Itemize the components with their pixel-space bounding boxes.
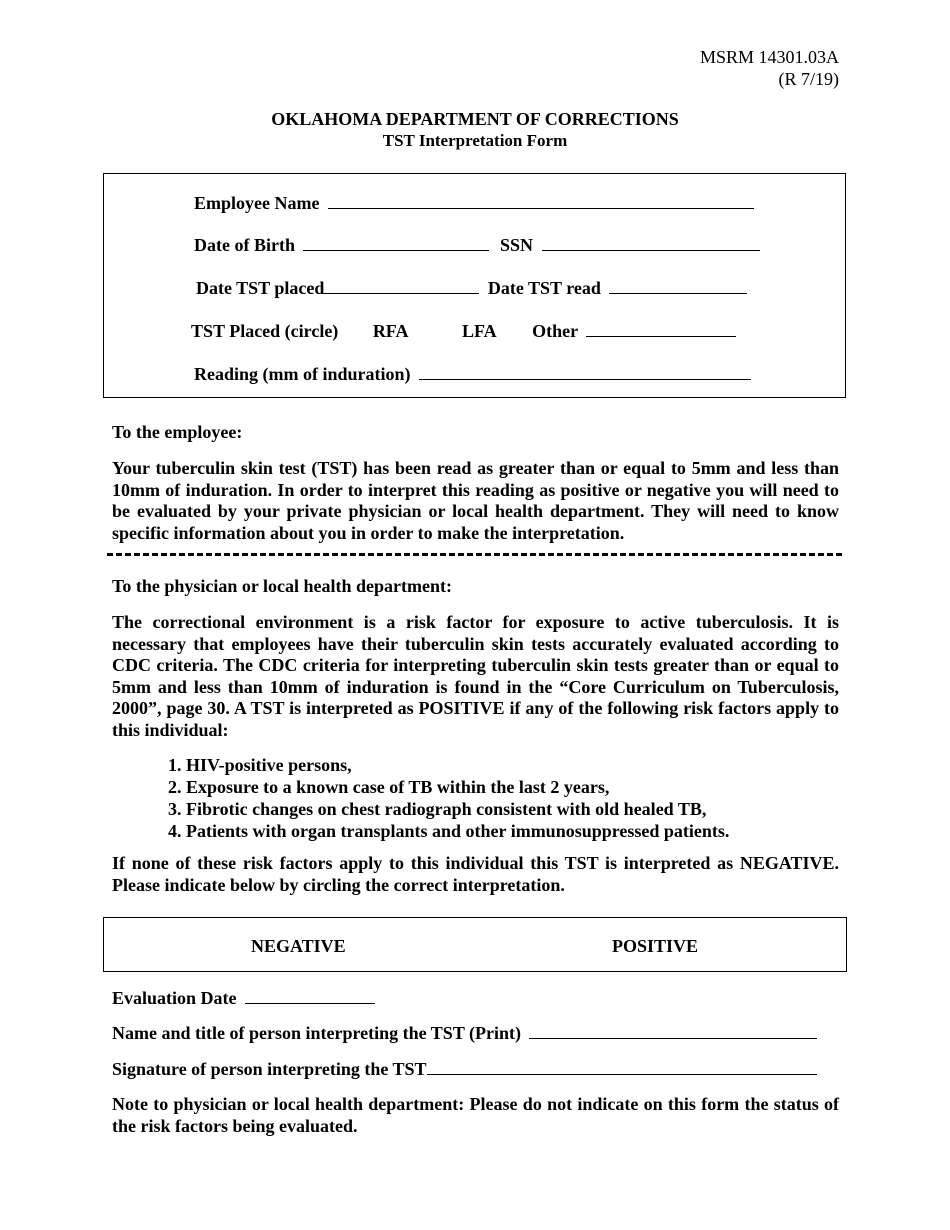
form-number: MSRM 14301.03A — [699, 47, 839, 67]
form-revision: (R 7/19) — [778, 69, 839, 89]
name-title-label: Name and title of person interpreting the TST (Print) — [112, 1023, 521, 1043]
ssn-label: SSN — [499, 235, 534, 255]
employee-heading: To the employee: — [112, 422, 243, 442]
tst-site-row — [191, 320, 736, 342]
physician-body: The correctional environment is a risk factor for exposure to active tuberculosis. It is necessary that employees have their tuberculin skin tests accurately evaluated according to CDC criteria. The CDC criteria for interpreting tuberculin skin tests greater than or equal to 5mm and less than 10mm of induration is found in the “Core Curriculum on Tuberculosis, 2000”, page 30. A TST is interpreted as POSITIVE if any of the following risk factors apply to this individual: — [112, 612, 839, 740]
physician-heading: To the physician or local health department: — [112, 576, 453, 596]
date-read-field[interactable] — [609, 277, 747, 294]
dob-ssn-row — [194, 234, 760, 256]
ssn-field[interactable] — [542, 234, 760, 251]
list-item: 2. Exposure to a known case of TB within the last 2 years, — [168, 777, 610, 797]
employee-name-row — [194, 192, 754, 214]
reading-row — [194, 363, 751, 385]
form-title: TST Interpretation Form — [382, 131, 568, 150]
tst-dates-row — [196, 277, 747, 299]
signature-field[interactable] — [427, 1058, 817, 1075]
list-item: 4. Patients with organ transplants and other immunosuppressed patients. — [168, 821, 730, 841]
negative-option[interactable]: NEGATIVE — [251, 936, 346, 956]
evaluation-date-field[interactable] — [245, 987, 375, 1004]
name-title-field[interactable] — [529, 1022, 817, 1039]
signature-label: Signature of person interpreting the TST — [112, 1059, 427, 1079]
list-item: 3. Fibrotic changes on chest radiograph consistent with old healed TB, — [168, 799, 707, 819]
other-field[interactable] — [586, 320, 736, 337]
evaluation-date-row — [112, 987, 375, 1009]
footer-note: Note to physician or local health department: Please do not indicate on this form the status of the risk factors being evaluated. — [112, 1094, 839, 1136]
risk-factor-list — [168, 754, 729, 842]
dob-label: Date of Birth — [194, 235, 295, 255]
reading-field[interactable] — [419, 363, 751, 380]
negative-note: If none of these risk factors apply to this individual this TST is interpreted as NEGATIVE. Please indicate below by circling the correct interpretation. — [112, 853, 839, 895]
agency-title: OKLAHOMA DEPARTMENT OF CORRECTIONS — [271, 109, 679, 129]
evaluation-date-label: Evaluation Date — [112, 988, 237, 1008]
tst-placed-circle-label: TST Placed (circle) — [191, 321, 339, 341]
employee-name-field[interactable] — [328, 192, 754, 209]
positive-option[interactable]: POSITIVE — [612, 936, 699, 956]
employee-body: Your tuberculin skin test (TST) has been read as greater than or equal to 5mm and less than 10mm of induration. In order to interpret this reading as positive or negative you will need to be evaluated by your private physician or local health department. They will need to know specific information about you in order to make the interpretation. — [112, 458, 839, 543]
date-placed-field[interactable] — [324, 277, 479, 294]
lfa-option[interactable]: LFA — [461, 321, 496, 341]
signature-row — [112, 1058, 817, 1080]
interpretation-box — [103, 917, 847, 972]
employee-name-label: Employee Name — [194, 193, 320, 213]
list-item: 1. HIV-positive persons, — [168, 755, 352, 775]
employee-info-box — [103, 173, 846, 398]
date-placed-label: Date TST placed — [196, 278, 325, 298]
dob-field[interactable] — [303, 234, 489, 251]
cut-line-divider — [107, 553, 842, 556]
name-title-row — [112, 1022, 817, 1044]
reading-label: Reading (mm of induration) — [194, 364, 411, 384]
form-id — [700, 46, 839, 90]
rfa-option[interactable]: RFA — [372, 321, 408, 341]
date-read-label: Date TST read — [487, 278, 601, 298]
other-option[interactable]: Other — [532, 321, 578, 341]
